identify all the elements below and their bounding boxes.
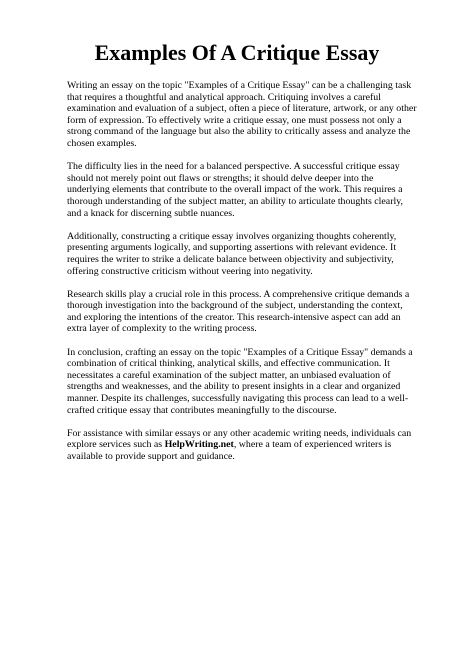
assistance-text-before: For assistance with similar essays or any other academic writing needs, individuals can explore services such as bbox=[67, 427, 412, 451]
paragraph-conclusion: In conclusion, crafting an essay on the topic "Examples of a Critique Essay" demands a combination of critical thinking, analytical skills, and effective communication. It necessitates a careful examination of the subject matter, an unbiased evaluation of strengths and weaknesses, and the ability to present insights in a clear and organized manner. Despite its challenges, successfully navigating this process can lead to a well-crafted critique essay that contributes meaningfully to the discourse. bbox=[67, 346, 413, 416]
helpwriting-link[interactable]: HelpWriting.net bbox=[164, 439, 234, 451]
paragraph-intro: Writing an essay on the topic "Examples of a Critique Essay" can be a challenging task that requires a thoughtful and analytical approach. Critiquing involves a careful examination and evaluation of a subject, often a piece of literature, artwork, or any other form of expression. To effectively write a critique essay, one must possess not only a strong command of the language but also the ability to critically assess and analyze the chosen examples. bbox=[67, 80, 417, 149]
paragraph-assistance bbox=[67, 428, 417, 463]
essay-body bbox=[67, 80, 417, 474]
assistance-text-after: , where a team of experienced writers is available to provide support and guidance. bbox=[67, 439, 392, 462]
paragraph-difficulty: The difficulty lies in the need for a balanced perspective. A successful critique essay should not merely point out flaws or strengths; it should delve deeper into the underlying elements that contribute to the overall impact of the work. This requires a thorough understanding of the subject matter, an ability to articulate thoughts clearly, and a knack for discerning subtle nuances. bbox=[67, 161, 403, 219]
page-title: Examples Of A Critique Essay bbox=[94, 40, 380, 65]
paragraph-construction: Additionally, constructing a critique essay involves organizing thoughts coherently, presenting arguments logically, and supporting assertions with relevant evidence. It requires the writer to strike a delicate balance between objectivity and subjectivity, offering constructive criticism without veering into negativity. bbox=[67, 230, 397, 277]
paragraph-research: Research skills play a crucial role in this process. A comprehensive critique demands a thorough investigation into the background of the subject, understanding the context, and exploring the intentions of the creator. This research-intensive aspect can add an extra layer of complexity to the writing process. bbox=[67, 288, 410, 335]
